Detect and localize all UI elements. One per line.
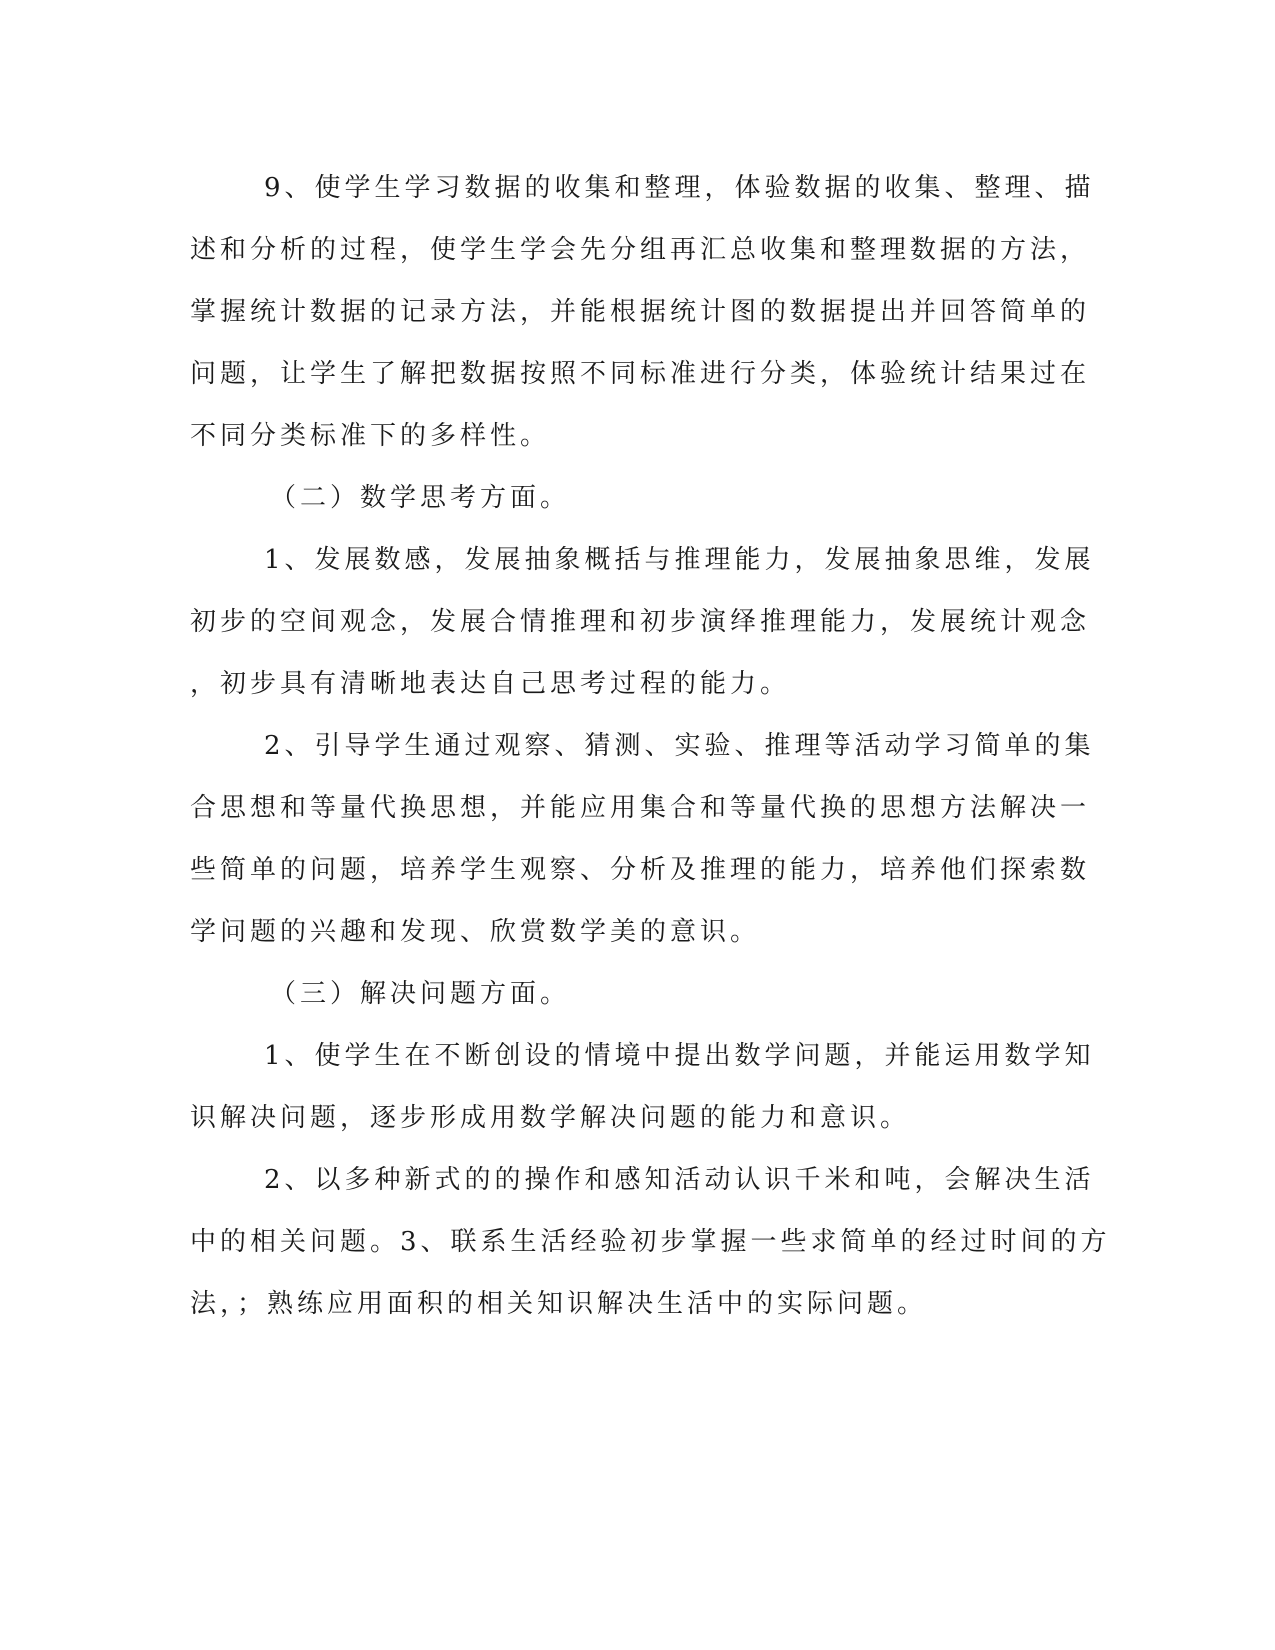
text-line: 1、使学生在不断创设的情境中提出数学问题，并能运用数学知 [264, 1041, 1095, 1071]
text-line: 2、以多种新式的的操作和感知活动认识千米和吨，会解决生活 [264, 1165, 1095, 1195]
text-line: 1、发展数感，发展抽象概括与推理能力，发展抽象思维，发展 [264, 545, 1095, 575]
text-line: 述和分析的过程，使学生学会先分组再汇总收集和整理数据的方法， [190, 235, 1091, 265]
section-heading: （二）数学思考方面。 [270, 483, 571, 513]
text-line: 识解决问题，逐步形成用数学解决问题的能力和意识。 [190, 1103, 911, 1133]
text-line: 掌握统计数据的记录方法，并能根据统计图的数据提出并回答简单的 [190, 297, 1091, 327]
text-line: 法，；熟练应用面积的相关知识解决生活中的实际问题。 [190, 1289, 928, 1319]
text-line: 学问题的兴趣和发现、欣赏数学美的意识。 [190, 917, 761, 947]
text-line: 中的相关问题。3、联系生活经验初步掌握一些求简单的经过时间的方 [190, 1227, 1111, 1257]
text-line: ，初步具有清晰地表达自己思考过程的能力。 [190, 669, 791, 699]
text-line: 些简单的问题，培养学生观察、分析及推理的能力，培养他们探索数 [190, 855, 1091, 885]
section-heading: （三）解决问题方面。 [270, 979, 571, 1009]
text-line: 初步的空间观念，发展合情推理和初步演绎推理能力，发展统计观念 [190, 607, 1091, 637]
text-line: 问题，让学生了解把数据按照不同标准进行分类，体验统计结果过在 [190, 359, 1091, 389]
text-line: 9、使学生学习数据的收集和整理，体验数据的收集、整理、描 [264, 173, 1095, 203]
text-line: 不同分类标准下的多样性。 [190, 421, 551, 451]
text-line: 合思想和等量代换思想，并能应用集合和等量代换的思想方法解决一 [190, 793, 1091, 823]
text-line: 2、引导学生通过观察、猜测、实验、推理等活动学习简单的集 [264, 731, 1095, 761]
document-body [190, 157, 1111, 1335]
